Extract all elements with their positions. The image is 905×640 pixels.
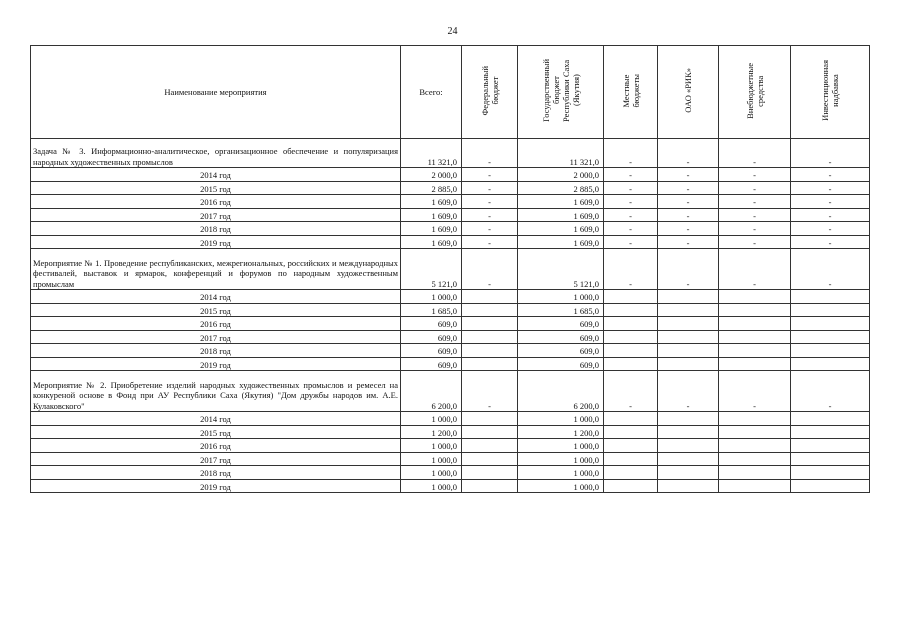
year-label: 2015 год: [31, 425, 401, 439]
year-row: [31, 181, 870, 195]
year-extra-cell: [719, 479, 791, 493]
year-rik-cell: -: [658, 208, 719, 222]
year-state-cell: 609,0: [518, 317, 604, 331]
year-federal-cell: [462, 425, 518, 439]
year-rik-cell: [658, 330, 719, 344]
year-local-cell: [604, 439, 658, 453]
year-local-cell: [604, 330, 658, 344]
year-rik-cell: [658, 303, 719, 317]
year-total-cell: 609,0: [401, 317, 462, 331]
year-invest-cell: -: [791, 195, 870, 209]
year-label: 2017 год: [31, 208, 401, 222]
year-row: [31, 466, 870, 480]
year-local-cell: -: [604, 168, 658, 182]
year-extra-cell: -: [719, 168, 791, 182]
year-label: 2019 год: [31, 357, 401, 371]
year-local-cell: -: [604, 208, 658, 222]
section-local-cell: -: [604, 249, 658, 290]
year-extra-cell: [719, 290, 791, 304]
section-invest-cell: -: [791, 249, 870, 290]
year-invest-cell: [791, 357, 870, 371]
year-label: 2016 год: [31, 317, 401, 331]
year-extra-cell: -: [719, 235, 791, 249]
section-federal-cell: -: [462, 249, 518, 290]
year-rik-cell: -: [658, 168, 719, 182]
year-invest-cell: -: [791, 181, 870, 195]
year-invest-cell: [791, 479, 870, 493]
year-total-cell: 1 685,0: [401, 303, 462, 317]
year-rik-cell: [658, 439, 719, 453]
year-rik-cell: [658, 344, 719, 358]
year-label: 2018 год: [31, 344, 401, 358]
year-rik-cell: [658, 290, 719, 304]
year-invest-cell: -: [791, 168, 870, 182]
header-invest-label: Инвестиционная надбавка: [820, 60, 840, 122]
year-state-cell: 1 000,0: [518, 466, 604, 480]
year-federal-cell: [462, 466, 518, 480]
year-extra-cell: [719, 317, 791, 331]
year-invest-cell: [791, 452, 870, 466]
year-label: 2015 год: [31, 181, 401, 195]
header-rik-label: ОАО «РИК»: [683, 68, 693, 114]
section-rik-cell: -: [658, 249, 719, 290]
year-extra-cell: -: [719, 222, 791, 236]
year-state-cell: 1 609,0: [518, 208, 604, 222]
year-rik-cell: -: [658, 222, 719, 236]
year-local-cell: -: [604, 235, 658, 249]
year-rik-cell: [658, 357, 719, 371]
year-total-cell: 609,0: [401, 330, 462, 344]
year-federal-cell: -: [462, 235, 518, 249]
section-title: Задача № 3. Информационно-аналитическое, организационное обеспечение и популяризация народных художественных промыслов: [31, 139, 401, 168]
year-local-cell: [604, 290, 658, 304]
section-row: [31, 249, 870, 290]
year-state-cell: 1 609,0: [518, 222, 604, 236]
year-federal-cell: [462, 412, 518, 426]
year-rik-cell: [658, 479, 719, 493]
year-total-cell: 1 000,0: [401, 412, 462, 426]
section-state-cell: 6 200,0: [518, 371, 604, 412]
section-extra-cell: -: [719, 139, 791, 168]
budget-table: [30, 45, 870, 493]
year-row: [31, 235, 870, 249]
section-total-cell: 5 121,0: [401, 249, 462, 290]
header-local-label: Местные бюджеты: [620, 73, 641, 108]
year-federal-cell: [462, 452, 518, 466]
year-row: [31, 344, 870, 358]
year-total-cell: 2 000,0: [401, 168, 462, 182]
year-local-cell: [604, 412, 658, 426]
year-federal-cell: [462, 344, 518, 358]
year-state-cell: 1 609,0: [518, 195, 604, 209]
year-extra-cell: -: [719, 181, 791, 195]
year-total-cell: 1 000,0: [401, 290, 462, 304]
year-state-cell: 2 000,0: [518, 168, 604, 182]
year-total-cell: 1 000,0: [401, 452, 462, 466]
year-federal-cell: [462, 439, 518, 453]
year-federal-cell: [462, 357, 518, 371]
year-total-cell: 609,0: [401, 357, 462, 371]
header-total: Всего:: [401, 46, 462, 139]
year-rik-cell: -: [658, 181, 719, 195]
section-federal-cell: -: [462, 371, 518, 412]
year-local-cell: [604, 344, 658, 358]
year-label: 2017 год: [31, 452, 401, 466]
year-invest-cell: [791, 439, 870, 453]
year-label: 2016 год: [31, 195, 401, 209]
year-local-cell: -: [604, 181, 658, 195]
year-row: [31, 290, 870, 304]
year-row: [31, 303, 870, 317]
year-invest-cell: [791, 412, 870, 426]
year-federal-cell: [462, 479, 518, 493]
year-invest-cell: [791, 303, 870, 317]
year-label: 2018 год: [31, 466, 401, 480]
year-invest-cell: [791, 425, 870, 439]
year-local-cell: [604, 425, 658, 439]
section-local-cell: -: [604, 139, 658, 168]
year-label: 2016 год: [31, 439, 401, 453]
year-extra-cell: [719, 344, 791, 358]
year-invest-cell: [791, 290, 870, 304]
section-title: Мероприятие № 2. Приобретение изделий народных художественных промыслов и ремесел на конкуреной основе в Фонд при АУ Республики Саха (Якутия) "Дом дружбы народов им. А.Е. Кулаковского": [31, 371, 401, 412]
year-row: [31, 330, 870, 344]
year-label: 2015 год: [31, 303, 401, 317]
year-total-cell: 1 200,0: [401, 425, 462, 439]
section-federal-cell: -: [462, 139, 518, 168]
year-federal-cell: -: [462, 208, 518, 222]
year-extra-cell: [719, 357, 791, 371]
header-federal: [462, 46, 518, 139]
year-federal-cell: -: [462, 222, 518, 236]
year-invest-cell: [791, 344, 870, 358]
year-label: 2019 год: [31, 479, 401, 493]
year-state-cell: 2 885,0: [518, 181, 604, 195]
header-extra-label: Внебюджетные средства: [744, 62, 765, 119]
year-total-cell: 1 000,0: [401, 466, 462, 480]
year-rik-cell: [658, 466, 719, 480]
year-row: [31, 357, 870, 371]
year-invest-cell: -: [791, 235, 870, 249]
year-federal-cell: [462, 290, 518, 304]
year-label: 2017 год: [31, 330, 401, 344]
year-federal-cell: -: [462, 181, 518, 195]
year-extra-cell: -: [719, 195, 791, 209]
year-row: [31, 425, 870, 439]
year-rik-cell: [658, 412, 719, 426]
section-extra-cell: -: [719, 249, 791, 290]
year-row: [31, 317, 870, 331]
year-local-cell: [604, 466, 658, 480]
section-title: Мероприятие № 1. Проведение республиканских, межрегиональных, российских и международных фестивалей, выставок и ярмарок, конференций и форумов по народным художественным промыслам: [31, 249, 401, 290]
year-row: [31, 452, 870, 466]
year-federal-cell: [462, 317, 518, 331]
section-total-cell: 6 200,0: [401, 371, 462, 412]
year-state-cell: 1 609,0: [518, 235, 604, 249]
header-local: [604, 46, 658, 139]
year-local-cell: -: [604, 222, 658, 236]
section-row: [31, 139, 870, 168]
header-extra: [719, 46, 791, 139]
year-row: [31, 222, 870, 236]
header-name: Наименование мероприятия: [31, 46, 401, 139]
year-invest-cell: [791, 466, 870, 480]
year-local-cell: [604, 479, 658, 493]
header-row: [31, 46, 870, 139]
year-rik-cell: [658, 317, 719, 331]
year-label: 2014 год: [31, 168, 401, 182]
year-state-cell: 1 000,0: [518, 412, 604, 426]
year-local-cell: -: [604, 195, 658, 209]
section-state-cell: 5 121,0: [518, 249, 604, 290]
year-row: [31, 168, 870, 182]
year-state-cell: 1 200,0: [518, 425, 604, 439]
year-total-cell: 1 000,0: [401, 439, 462, 453]
page-number: 24: [447, 26, 458, 37]
year-federal-cell: -: [462, 168, 518, 182]
year-state-cell: 609,0: [518, 330, 604, 344]
year-extra-cell: [719, 303, 791, 317]
section-rik-cell: -: [658, 371, 719, 412]
year-local-cell: [604, 303, 658, 317]
year-label: 2018 год: [31, 222, 401, 236]
year-state-cell: 609,0: [518, 344, 604, 358]
year-invest-cell: -: [791, 208, 870, 222]
year-rik-cell: -: [658, 235, 719, 249]
year-total-cell: 1 609,0: [401, 222, 462, 236]
year-extra-cell: [719, 330, 791, 344]
year-invest-cell: -: [791, 222, 870, 236]
year-label: 2014 год: [31, 412, 401, 426]
year-row: [31, 479, 870, 493]
year-invest-cell: [791, 317, 870, 331]
section-total-cell: 11 321,0: [401, 139, 462, 168]
header-state: [518, 46, 604, 139]
year-total-cell: 609,0: [401, 344, 462, 358]
header-state-label: Государственный бюджет Республики Саха (Якутия): [540, 59, 581, 123]
year-rik-cell: [658, 452, 719, 466]
year-local-cell: [604, 317, 658, 331]
year-total-cell: 1 609,0: [401, 235, 462, 249]
year-total-cell: 1 000,0: [401, 479, 462, 493]
section-extra-cell: -: [719, 371, 791, 412]
year-local-cell: [604, 452, 658, 466]
year-total-cell: 1 609,0: [401, 208, 462, 222]
year-state-cell: 1 000,0: [518, 479, 604, 493]
year-total-cell: 1 609,0: [401, 195, 462, 209]
section-invest-cell: -: [791, 371, 870, 412]
year-label: 2014 год: [31, 290, 401, 304]
year-label: 2019 год: [31, 235, 401, 249]
year-invest-cell: [791, 330, 870, 344]
header-rik: [658, 46, 719, 139]
section-state-cell: 11 321,0: [518, 139, 604, 168]
year-extra-cell: [719, 439, 791, 453]
header-invest: [791, 46, 870, 139]
year-rik-cell: [658, 425, 719, 439]
year-state-cell: 1 000,0: [518, 452, 604, 466]
year-state-cell: 1 000,0: [518, 439, 604, 453]
year-federal-cell: [462, 303, 518, 317]
year-federal-cell: -: [462, 195, 518, 209]
year-extra-cell: [719, 412, 791, 426]
year-total-cell: 2 885,0: [401, 181, 462, 195]
year-state-cell: 1 000,0: [518, 290, 604, 304]
year-extra-cell: -: [719, 208, 791, 222]
year-state-cell: 1 685,0: [518, 303, 604, 317]
header-federal-label: Федеральный бюджет: [479, 66, 500, 116]
section-invest-cell: -: [791, 139, 870, 168]
section-row: [31, 371, 870, 412]
year-extra-cell: [719, 425, 791, 439]
year-extra-cell: [719, 466, 791, 480]
year-row: [31, 412, 870, 426]
year-rik-cell: -: [658, 195, 719, 209]
year-row: [31, 439, 870, 453]
year-extra-cell: [719, 452, 791, 466]
section-rik-cell: -: [658, 139, 719, 168]
year-local-cell: [604, 357, 658, 371]
year-state-cell: 609,0: [518, 357, 604, 371]
year-federal-cell: [462, 330, 518, 344]
year-row: [31, 195, 870, 209]
section-local-cell: -: [604, 371, 658, 412]
year-row: [31, 208, 870, 222]
